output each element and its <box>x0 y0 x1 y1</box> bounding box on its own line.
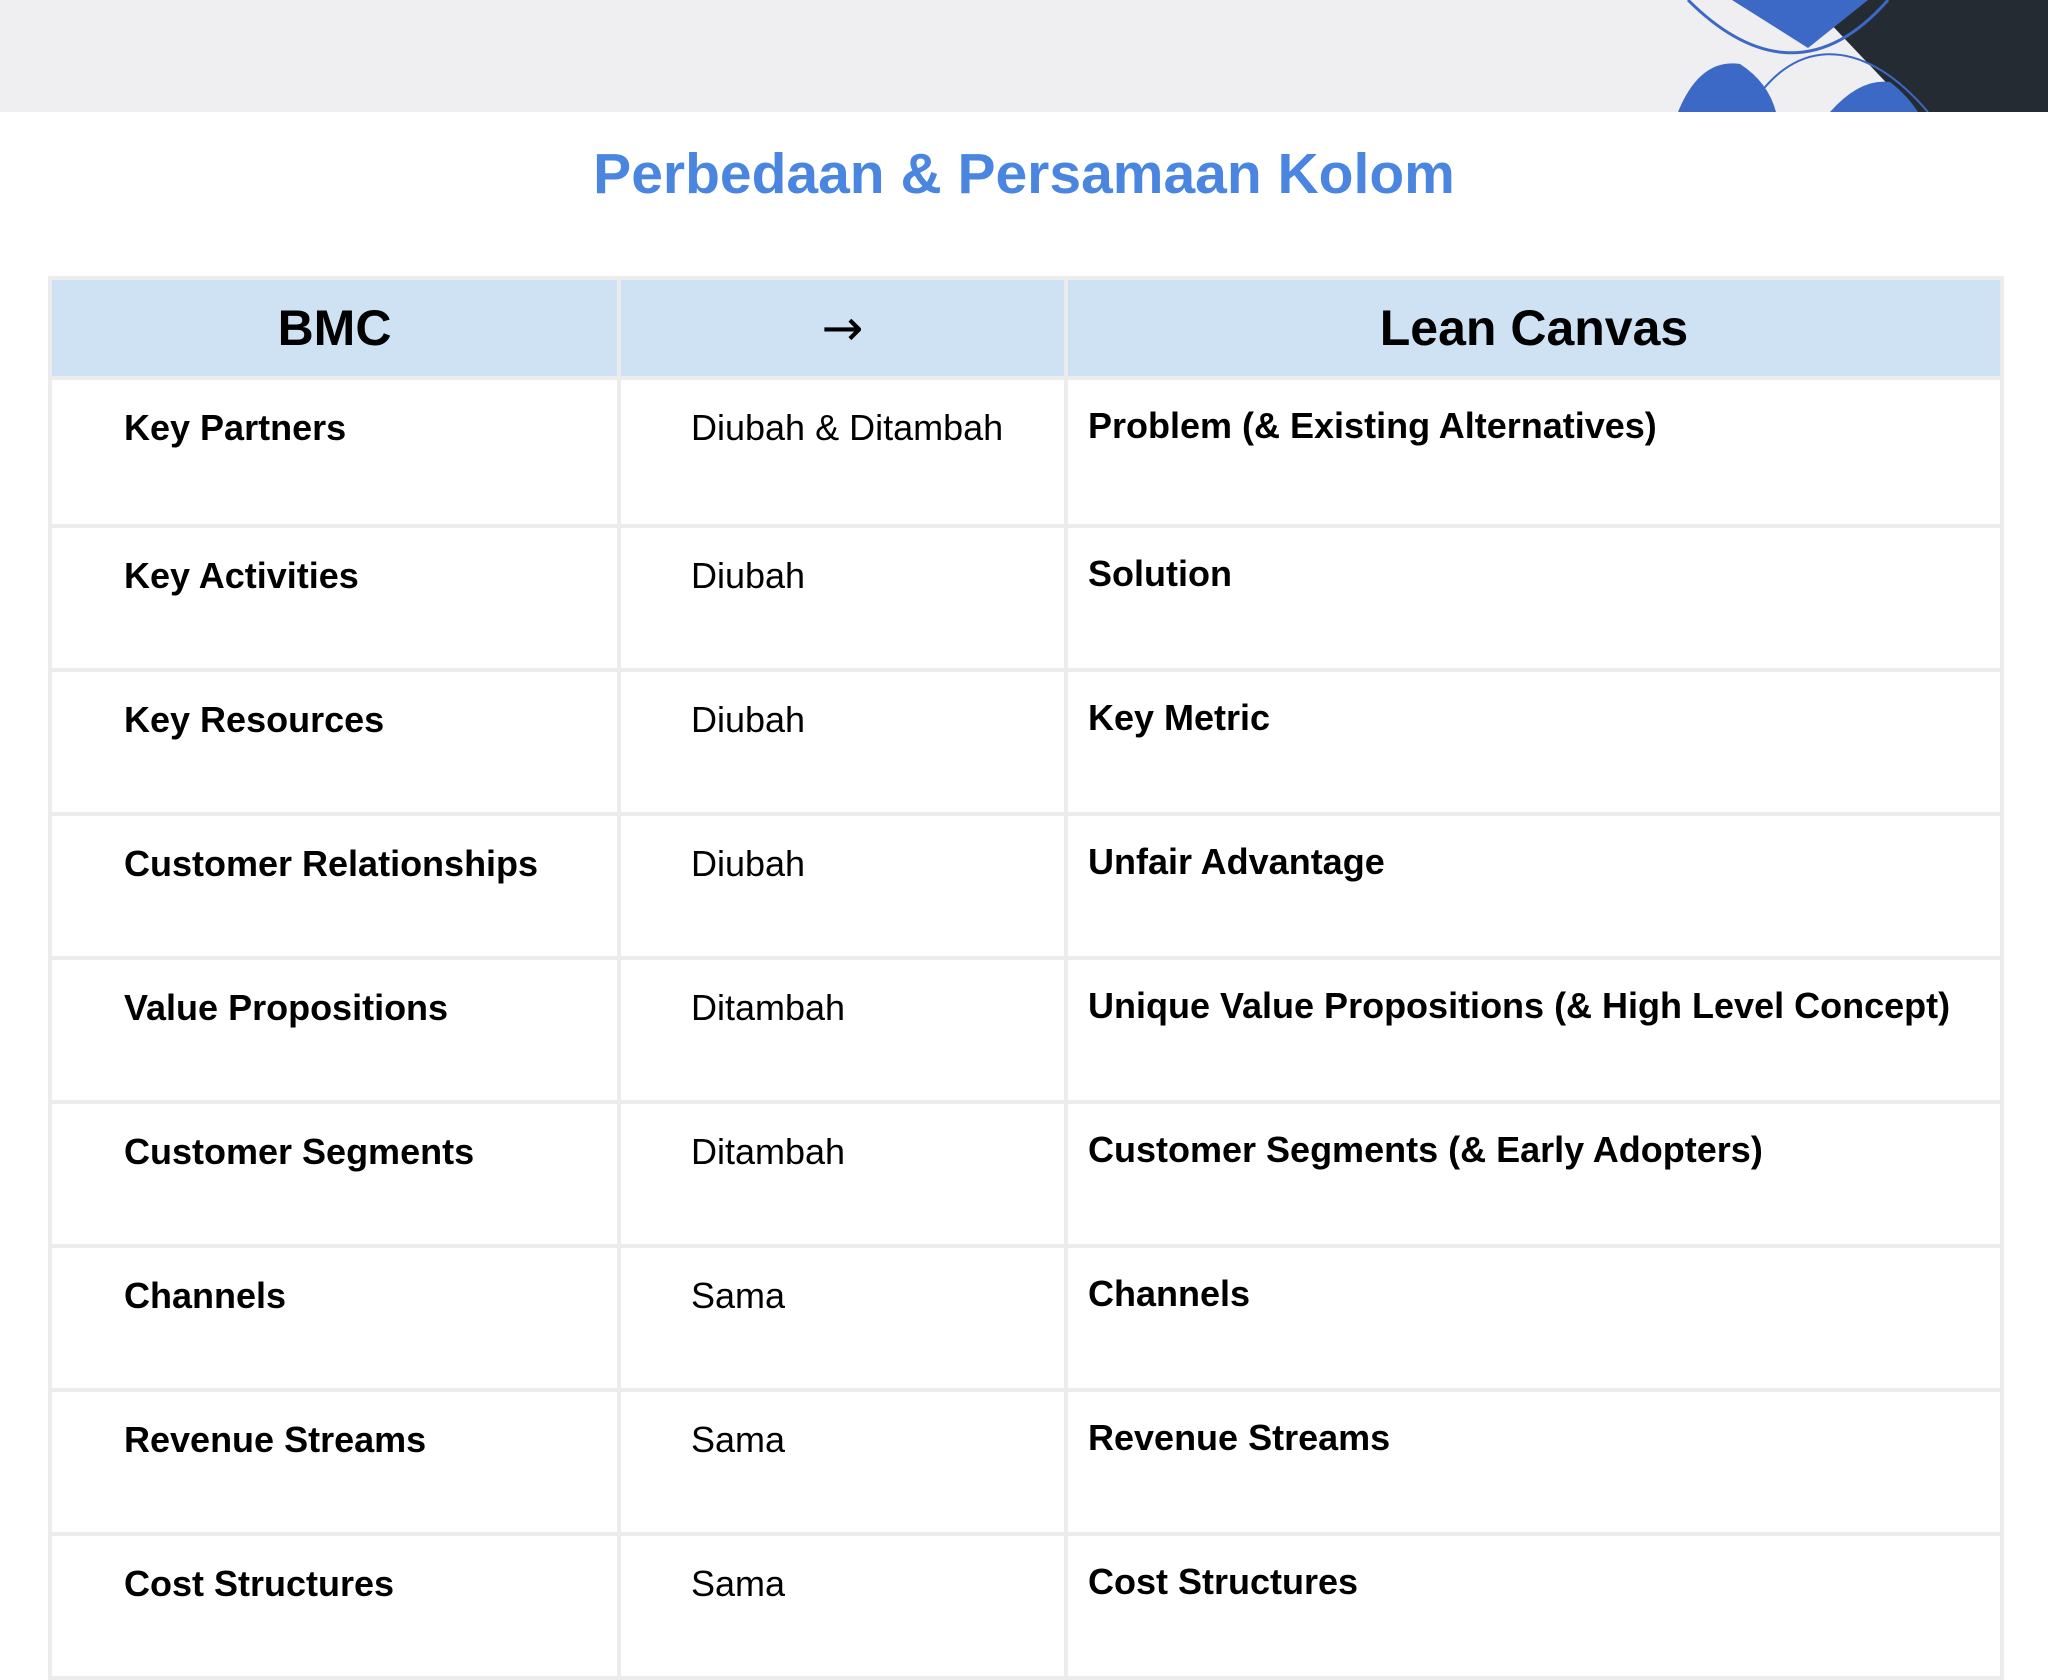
table-row <box>50 378 2002 526</box>
bmc-cell: Customer Relationships <box>50 814 619 958</box>
header-bmc: BMC <box>50 278 619 378</box>
lean-canvas-cell: Problem (& Existing Alternatives) <box>1066 378 2002 526</box>
change-cell: Diubah <box>619 526 1066 670</box>
change-cell: Diubah <box>619 670 1066 814</box>
change-cell: Diubah <box>619 814 1066 958</box>
bmc-cell: Key Partners <box>50 378 619 526</box>
bmc-cell: Channels <box>50 1246 619 1390</box>
lean-canvas-cell: Customer Segments (& Early Adopters) <box>1066 1102 2002 1246</box>
change-cell: Sama <box>619 1390 1066 1534</box>
blue-drop-shape-left <box>1678 63 1776 112</box>
table-row <box>50 1534 2002 1678</box>
slide-title: Perbedaan & Persamaan Kolom <box>593 142 1455 206</box>
change-cell: Sama <box>619 1534 1066 1678</box>
bmc-cell: Cost Structures <box>50 1534 619 1678</box>
table-row <box>50 1102 2002 1246</box>
table-row <box>50 1390 2002 1534</box>
change-cell: Ditambah <box>619 1102 1066 1246</box>
lean-canvas-cell: Unique Value Propositions (& High Level Concept) <box>1066 958 2002 1102</box>
lean-canvas-cell: Channels <box>1066 1246 2002 1390</box>
table-row <box>50 526 2002 670</box>
bmc-cell: Key Resources <box>50 670 619 814</box>
comparison-table <box>48 276 2004 1680</box>
corner-decoration <box>1568 0 2048 112</box>
table-row <box>50 1246 2002 1390</box>
lean-canvas-cell: Key Metric <box>1066 670 2002 814</box>
lean-canvas-cell: Cost Structures <box>1066 1534 2002 1678</box>
change-cell: Ditambah <box>619 958 1066 1102</box>
lean-canvas-cell: Unfair Advantage <box>1066 814 2002 958</box>
bmc-cell: Revenue Streams <box>50 1390 619 1534</box>
comparison-table-wrapper <box>48 276 2000 1680</box>
change-cell: Diubah & Ditambah <box>619 378 1066 526</box>
table-row <box>50 670 2002 814</box>
bmc-cell: Value Propositions <box>50 958 619 1102</box>
change-cell: Sama <box>619 1246 1066 1390</box>
bmc-cell: Customer Segments <box>50 1102 619 1246</box>
bmc-cell: Key Activities <box>50 526 619 670</box>
header-arrow: → <box>619 278 1066 378</box>
table-row <box>50 958 2002 1102</box>
table-header-row <box>50 278 2002 378</box>
table-row <box>50 814 2002 958</box>
lean-canvas-cell: Solution <box>1066 526 2002 670</box>
lean-canvas-cell: Revenue Streams <box>1066 1390 2002 1534</box>
header-lean-canvas: Lean Canvas <box>1066 278 2002 378</box>
